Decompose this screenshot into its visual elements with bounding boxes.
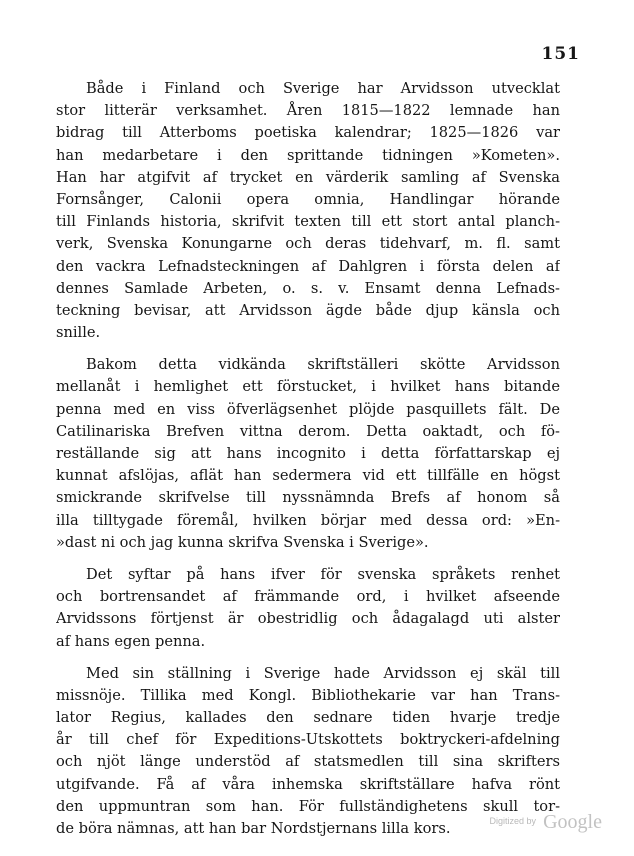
body-text (56, 78, 560, 850)
text-line: Med sin ställning i Sverige hade Arvidsson ej skäl till (86, 664, 560, 682)
text-line: lator Regius, kallades den sednare tiden hvarje tredje (56, 709, 560, 727)
page-number: 151 (541, 44, 580, 64)
paragraph-4 (56, 663, 560, 841)
text-line: snille. (56, 324, 101, 342)
text-line: den vackra Lefnadsteckningen af Dahlgren i första delen af (56, 257, 560, 275)
text-line: Arvidssons förtjenst är obestridlig och ådagalagd uti alster (56, 610, 560, 628)
digitized-label: Digitized by (489, 816, 536, 826)
text-line: illa tilltygade föremål, hvilken börjar med dessa ord: »En- (56, 511, 560, 529)
text-line: och njöt länge understöd af statsmedlen till sina skrifters (56, 753, 560, 771)
paragraph-1 (56, 78, 560, 344)
text-line: dennes Samlade Arbeten, o. s. v. Ensamt denna Lefnads- (56, 279, 560, 297)
text-line: Bakom detta vidkända skriftställeri skötte Arvidsson (86, 356, 560, 374)
text-line: Fornsånger, Calonii opera omnia, Handlingar hörande (56, 190, 560, 208)
text-line: utgifvande. Få af våra inhemska skriftställare hafva rönt (56, 775, 560, 793)
text-line: och bortrensandet af främmande ord, i hvilket afseende (56, 588, 560, 606)
text-line: bidrag till Atterboms poetiska kalendrar; 1825—1826 var (56, 124, 560, 142)
google-logo: Google (543, 811, 602, 833)
text-line: stor litterär verksamhet. Åren 1815—1822 lemnade han (56, 102, 560, 120)
text-line: år till chef för Expeditions-Utskottets boktryckeri-afdelning (56, 731, 560, 749)
paragraph-3 (56, 564, 560, 653)
text-line: af hans egen penna. (56, 632, 206, 650)
text-line: den uppmuntran som han. För fullständighetens skull tor- (56, 797, 560, 815)
text-line: till Finlands historia, skrifvit texten till ett stort antal planch- (56, 213, 560, 231)
text-line: Catilinariska Brefven vittna derom. Detta oaktadt, och fö- (56, 422, 560, 440)
text-line: Han har atgifvit af trycket en värderik samling af Svenska (56, 168, 560, 186)
text-line: smickrande skrifvelse till nyssnämnda Brefs af honom så (56, 489, 560, 507)
text-line: verk, Svenska Konungarne och deras tidehvarf, m. fl. samt (56, 235, 560, 253)
text-line: de böra nämnas, att han bar Nordstjernans lilla kors. (56, 820, 451, 837)
text-line: Det syftar på hans ifver för svenska språkets renhet (86, 565, 560, 583)
text-line: Både i Finland och Sverige har Arvidsson utvecklat (86, 80, 560, 97)
text-line: missnöje. Tillika med Kongl. Bibliothekarie var han Trans- (56, 686, 560, 704)
text-line: teckning bevisar, att Arvidsson ägde både djup känsla och (56, 301, 560, 319)
text-line: han medarbetare i den sprittande tidningen »Kometen». (56, 146, 560, 164)
text-line: »dast ni och jag kunna skrifva Svenska i Sverige». (56, 533, 429, 551)
paragraph-2 (56, 354, 560, 554)
text-line: reställande sig att hans incognito i detta författarskap ej (56, 445, 560, 462)
text-line: penna med en viss öfverlägsenhet plöjde pasquillets fält. De (56, 400, 560, 418)
text-line: mellanåt i hemlighet ett förstucket, i hvilket hans bitande (56, 378, 560, 396)
text-line: kunnat afslöjas, aflät han sedermera vid ett tillfälle en högst (56, 467, 560, 485)
